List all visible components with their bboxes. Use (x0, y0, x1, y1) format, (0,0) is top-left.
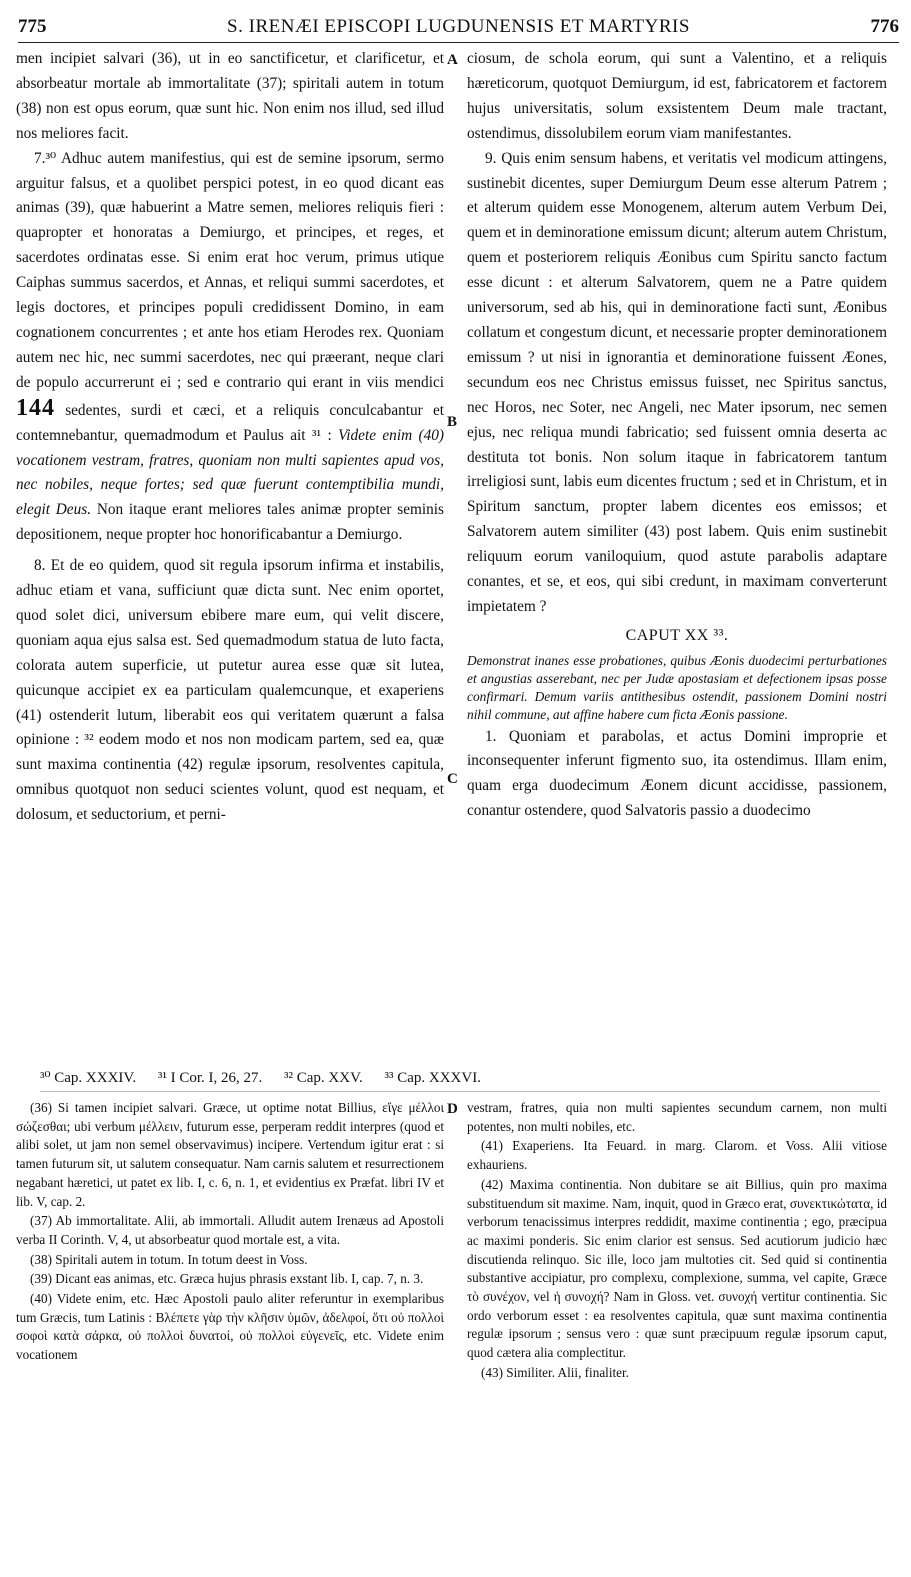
footnote: (41) Exaperiens. Ita Feuard. in marg. Clarom. et Voss. Alii vitiose exhauriens. (467, 1138, 887, 1173)
page-number-right: 776 (870, 16, 899, 37)
right-paragraph-1: ciosum, de schola eorum, qui sunt a Valentino, et a reliquis hæreticorum, quotquot Demiurgum, id est, fabricatorem et factorem hujus universitatis, solum exsistentem Deum male tractant, ostendimus, dissolubilem eorum viam manifestantes. (467, 50, 887, 142)
footnote: (37) Ab immortalitate. Alii, ab immortali. Alludit autem Irenæus ad Apostoli verba II Corinth. V, 4, ut absorbeatur quod mortale est, a vita. (16, 1213, 444, 1247)
footnotes-right (467, 1099, 887, 1384)
right-text-column (467, 47, 887, 824)
footnote: (38) Spiritali autem in totum. In totum deest in Voss. (30, 1251, 308, 1267)
reference-item: ³⁰ Cap. XXXIV. (40, 1070, 137, 1086)
reference-item: ³² Cap. XXV. (284, 1070, 363, 1086)
page-number-left: 775 (18, 16, 47, 37)
footnote-continuation: vestram, fratres, quia non multi sapientes secundum carnem, non multi potentes, non multi nobiles, etc. (467, 1100, 887, 1134)
marginal-page-number: 144 (16, 394, 55, 421)
margin-marker-d: D (447, 1101, 458, 1117)
chapter-heading: CAPUT XX ³³. (625, 626, 729, 644)
scripture-quotation: Videte enim (40) vocationem vestram, fratres, quoniam non multi sapientes apud vos, nec nobiles, neque fortes; sed quæ fuerunt contemptibilia mundi, elegit Deus. (16, 426, 444, 519)
right-paragraph-3: 1. Quoniam et parabolas, et actus Domini improprie et inconsequenter inferunt figmento suo, ita ostendimus. Illam enim, quam erga duodecimum Æonem dicunt accidisse, passionem, conantur ostendere, quod Salvatoris passio a duodecimo (467, 727, 887, 820)
footnotes-left (16, 1099, 444, 1366)
footnote: (42) Maxima continentia. Non dubitare se ait Billius, quin pro maxima substituendum sit maxime. Nam, inquit, quod in Græco erat, συνεκτικώτατα, id verborum tenacissimus interpres reddidit, maxime continentia ; ego, præcipua ac maximi ponderis. Sic enim clarior est sensus. Sed acutiorum judicio hæc discutienda relinquo. Sic ille, loco jam multoties cit. Sed quid si continentia substantive accipiatur, pro complexu, complexione, summa, vel capite, Græce τὸ συνέχον, vel ἡ συνοχή? Nam in Gloss. vet. συνοχή vertitur continentia. Sic ordo verborum esset : ea resolventes capitula, quæ sunt maxima continentia regulæ ipsorum ; sensus vero : quæ sunt præcipuum regulæ ipsorum caput, quod cætera alia complectitur. (467, 1176, 887, 1361)
left-paragraph-2-text: 7.³⁰ Adhuc autem manifestius, qui est de semine ipsorum, sermo arguitur falsus, et a quolibet perspici potest, in eo quod dicant eas animas (39), quæ habuerint a Matre semen, meliores reliquis fieri : quapropter et honoratas a Demiurgo, et principes, et reges, et sacerdotes ordinatas esse. Si enim erat hoc verum, primus utique Caiphas summus sacerdos, et Annas, et reliqui summi sacerdotes, et legis doctores, et principes populi credidissent Domino, in eam cognationem concurrentes ; et ante hos etiam Herodes rex. Quoniam autem nec hic, nec summi sacerdotes, nec qui præerant, neque clari de populo accurrerunt ei ; sed e contrario qui erant in viis mendici (16, 149, 444, 391)
left-paragraph-1: men incipiet salvari (36), ut in eo sanctificetur, et clarificetur, et absorbeatur mortale ab immortalitate (37); spiritali autem in totum (38) non est opus eorum, quæ sunt hic. Non enim nos illud, sed illud nos meliores facit. (16, 50, 444, 142)
margin-marker-a: A (447, 52, 458, 68)
left-paragraph-2 (16, 147, 444, 549)
running-header (18, 8, 899, 43)
reference-item: ³¹ I Cor. I, 26, 27. (157, 1070, 263, 1086)
running-title: S. IRENÆI EPISCOPI LUGDUNENSIS ET MARTYRIS (227, 16, 690, 37)
footnote: (36) Si tamen incipiet salvari. Græce, ut optime notat Billius, εἴγε μέλλοι σώζεσθαι; ubi verbum μέλλειν, futurum esse, perperam reddit interpres (quod et alibi solet, ut jam non semel observavimus) incipere. Vertendum igitur erat : si tamen futurum sit, ut salutem consequatur. Nam carnis salutem et resurrectionem negabant hæretici, ut patet ex lib. I, c. 6, n. 1, et evidentius ex Præfat. libri IV et lib. V, cap. 2. (16, 1100, 444, 1209)
left-paragraph-2-tail: sedentes, surdi et cæci, et a reliquis conculcabantur et contemnebantur, quemadmodum et Paulus ait ³¹ : (16, 401, 444, 444)
margin-marker-c: C (447, 771, 458, 787)
right-paragraph-2: 9. Quis enim sensum habens, et veritatis vel modicum attingens, sustinebit dicentes, super Demiurgum Deum esse alterum Patrem ; et alterum quidem esse Monogenem, alterum autem Verbum Dei, quem et in deminoratione emissum dicunt; alterum autem Christum, quem et posteriorem reliquis Æonibus cum Spiritu sancto factum esse dicunt : et alterum Salvatorem, quem ne a Patre quidem universorum, sed ab his, qui in deminoratione facti sunt, Æonibus collatum et congestum dicunt, et necessarie propter deminorationem emissum ? ut nisi in ignorantia et deminoratione fuissent Æones, secundum eos nec Christus emissus fuisset, nec Spiritus sanctus, nec Horos, nec Soter, nec Angeli, nec Mater ipsorum, nec semen ejus, nec reliqua mundi fabricatio; sed fuissent omnia deserta ac destituta tot bonis. Non solum itaque in fabricatorem tantum irreligiosi sunt, labis eum dicentes fructum ; sed et in Christum, et in Spiritum sanctum, propter labem dicentes eos emissos; et Salvatorem autem similiter (43) post labem. Quis enim sustinebit reliquum eorum vaniloquium, quod astute parabolis adaptare conantes, et se, et eos, qui sibi credunt, in maximam converterunt impietatem ? (467, 149, 887, 615)
reference-line (40, 1068, 880, 1092)
footnote: (43) Similiter. Alii, finaliter. (481, 1364, 629, 1380)
footnote: (39) Dicant eas animas, etc. Græca hujus phrasis exstant lib. I, cap. 7, n. 3. (30, 1271, 424, 1287)
left-paragraph-2-end: Non itaque erant meliores tales animæ propter seminis depositionem, neque propter hoc honorificabantur a Demiurgo. (16, 501, 444, 544)
reference-item: ³³ Cap. XXXVI. (384, 1070, 481, 1086)
footnote: (40) Videte enim, etc. Hæc Apostoli paulo aliter referuntur in exemplaribus tum Græcis, tum Latinis : Βλέπετε γὰρ τὴν κλῆσιν ὑμῶν, ἀδελφοί, ὅτι οὐ πολλοὶ σοφοὶ κατὰ σάρκα, οὐ πολλοὶ δυνατοί, οὐ πολλοὶ εὐγενεῖς, etc. Videte enim vocationem (16, 1291, 444, 1363)
chapter-summary: Demonstrat inanes esse probationes, quibus Æonis duodecimi perturbationes et angustias asserebant, nec per Judæ apostasiam et defectionem ipsas posse confirmari. Demum variis antithesibus ostendit, passionem Domini nostri nihil commune, aut affine habere cum ficta Æonis passione. (467, 652, 887, 723)
left-paragraph-3: 8. Et de eo quidem, quod sit regula ipsorum infirma et instabilis, adhuc etiam et vana, sufficiunt quæ dicta sunt. Nec enim oportet, quod solet dici, universum ebibere mare eum, qui velit discere, quoniam aqua ejus salsa est. Sed quemadmodum statua de luto facta, colorata autem superficie, ut putetur aurea esse quæ sit lutea, quicunque accipiet ex ea particulam qualemcunque, et exaperiens (41) ostenderit lutum, liberabit eos qui veritatem quærunt a falsa opinione : ³² eodem modo et nos non modicam partem, sed ea, quæ sunt maxima continentia (42) regulæ ipsorum, resolventes capitula, omnibus quotquot non seduci scientes volunt, quod est nequam, et dolosum, et seductorium, et perni- (16, 557, 444, 824)
margin-marker-b: B (447, 414, 458, 430)
left-text-column (16, 47, 444, 828)
